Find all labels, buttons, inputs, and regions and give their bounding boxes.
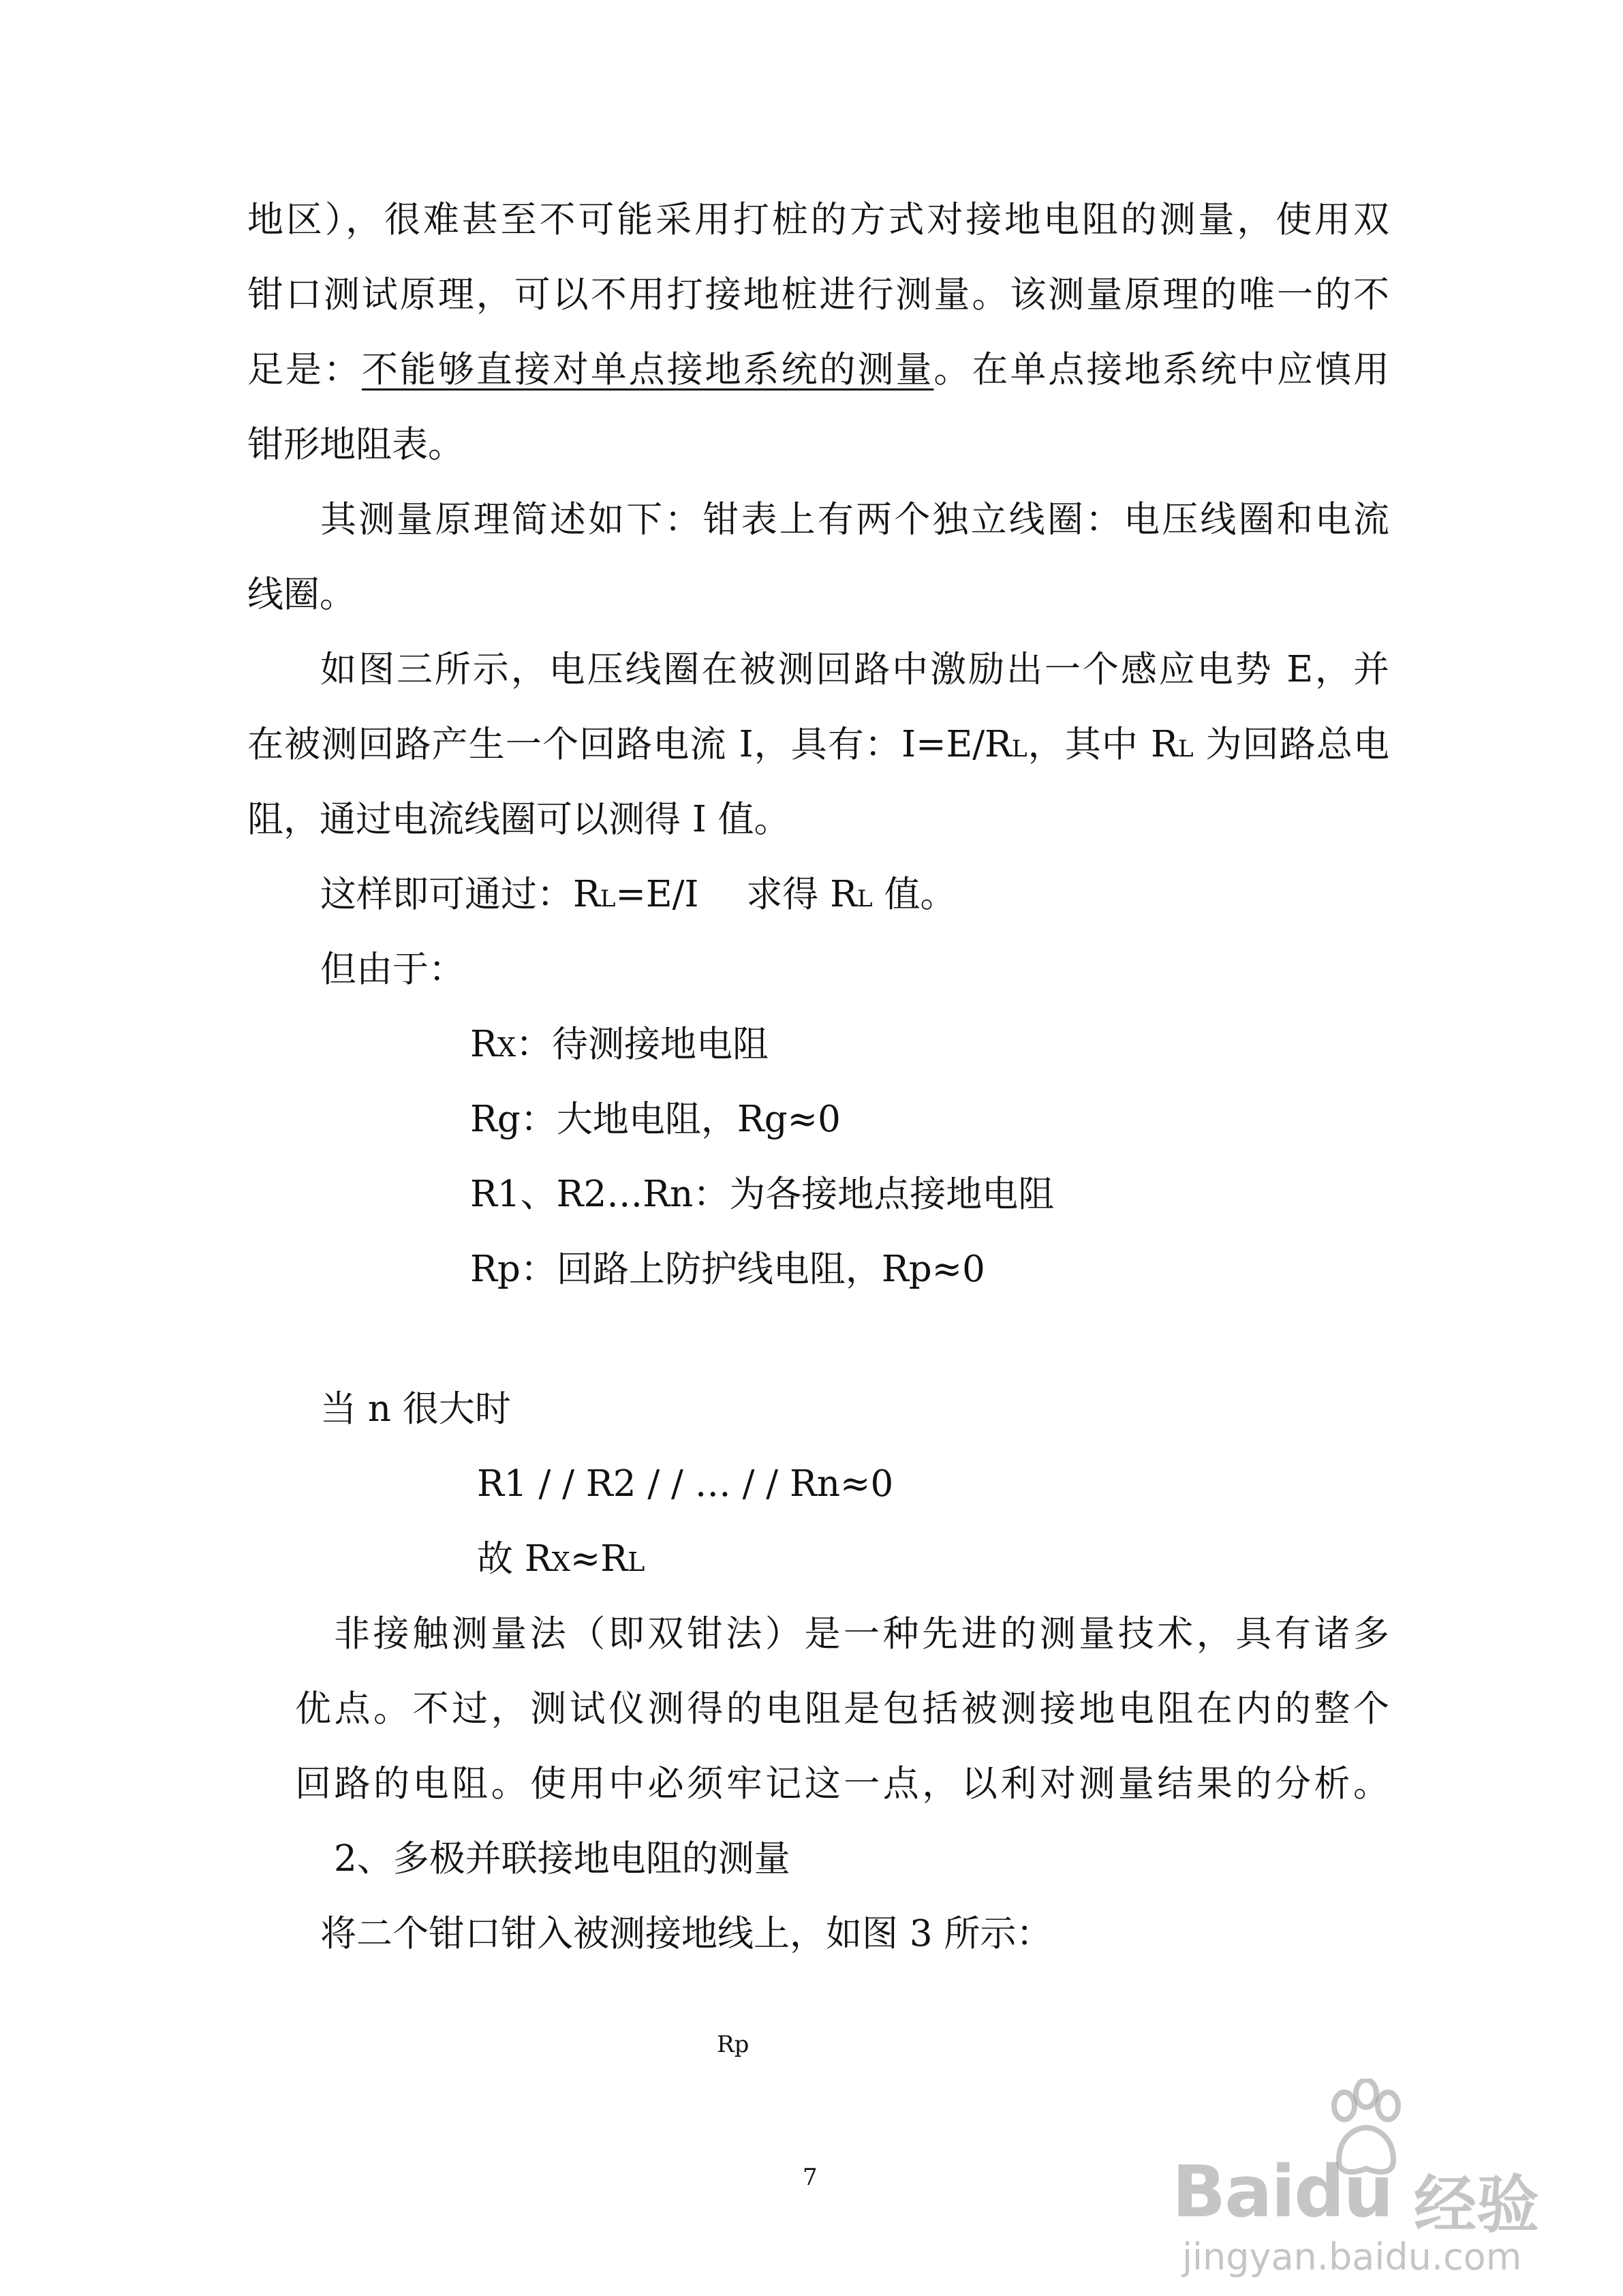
body-text-line: 钳口测试原理，可以不用打接地桩进行测量。该测量原理的唯一的不 — [247, 274, 1389, 316]
body-text-line: 如图三所示，电压线圈在被测回路中激励出一个感应电势 E，并 — [320, 649, 1389, 690]
body-text-line: 非接触测量法（即双钳法）是一种先进的测量技术，具有诸多 — [334, 1613, 1389, 1655]
body-text-line: 当 n 很大时 — [320, 1388, 511, 1430]
baidu-jingyan-watermark — [1145, 2079, 1581, 2283]
subscript: L — [1177, 735, 1194, 763]
underlined-emphasis: 不能够直接对单点接地系统的测量 — [361, 349, 934, 391]
body-text-fragment: ≈R — [570, 1538, 628, 1580]
definition-item: Rg：大地电阻，Rg≈0 — [470, 1099, 841, 1140]
body-text-fragment: ：待测接地电阻 — [515, 1024, 769, 1065]
body-text-line: 优点。不过，测试仪测得的电阻是包括被测接地电阻在内的整个 — [295, 1688, 1389, 1730]
body-text-line: 钳形地阻表。 — [247, 424, 464, 465]
body-text-line: 阻，通过电流线圈可以测得 I 值。 — [247, 799, 790, 840]
watermark-url: jingyan.baidu.com — [1182, 2235, 1522, 2278]
subscript: L — [856, 885, 873, 913]
definition-item: R1、R2…Rn：为各接地点接地电阻 — [470, 1174, 1055, 1215]
subscript: X — [551, 1547, 570, 1577]
formula: R1 / / R2 / / … / / Rn≈0 — [477, 1463, 894, 1505]
body-text-line: 回路的电阻。使用中必须牢记这一点，以利对测量结果的分析。 — [295, 1763, 1389, 1805]
page-number: 7 — [803, 2164, 818, 2191]
body-text-line: 其测量原理简述如下：钳表上有两个独立线圈：电压线圈和电流 — [320, 499, 1389, 540]
body-text-fragment: 故 R — [477, 1538, 552, 1580]
body-text-line: 地区），很难甚至不可能采用打桩的方式对接地电阻的测量，使用双 — [247, 199, 1389, 241]
section-heading: 2、多极并联接地电阻的测量 — [334, 1838, 790, 1880]
subscript: L — [1011, 735, 1027, 763]
body-text-line — [247, 721, 1389, 773]
body-text-fragment: ，其中 R — [1027, 724, 1178, 765]
body-text-line: 但由于： — [320, 949, 465, 990]
body-text-fragment: R — [470, 1024, 497, 1065]
watermark-brand: Baidu — [1172, 2150, 1393, 2233]
body-text-line — [320, 871, 956, 923]
figure-label: Rp — [717, 2031, 749, 2058]
body-text-line — [247, 346, 1389, 394]
definition-item: Rp：回路上防护线电阻，Rp≈0 — [470, 1249, 985, 1290]
watermark-brand-cn: 经验 — [1414, 2169, 1540, 2241]
definition-item — [470, 1021, 769, 1071]
body-text-line: 将二个钳口钳入被测接地线上，如图 3 所示： — [320, 1913, 1053, 1955]
body-text-fragment: 足是： — [247, 349, 362, 391]
subscript: L — [628, 1547, 645, 1577]
body-text-fragment: =E/I 求得 R — [615, 874, 857, 915]
body-text-fragment: 为回路总电 — [1193, 724, 1389, 765]
body-text-fragment: 。在单点接地系统中应慎用 — [933, 349, 1390, 391]
subscript: L — [600, 885, 616, 913]
subscript: X — [497, 1032, 516, 1062]
body-text-line: 线圈。 — [247, 574, 356, 615]
body-text-fragment: 值。 — [872, 874, 957, 915]
formula — [477, 1535, 645, 1586]
body-text-fragment: 在被测回路产生一个回路电流 I，具有：I=E/R — [247, 724, 1012, 765]
body-text-fragment: 这样即可通过：R — [320, 874, 600, 915]
